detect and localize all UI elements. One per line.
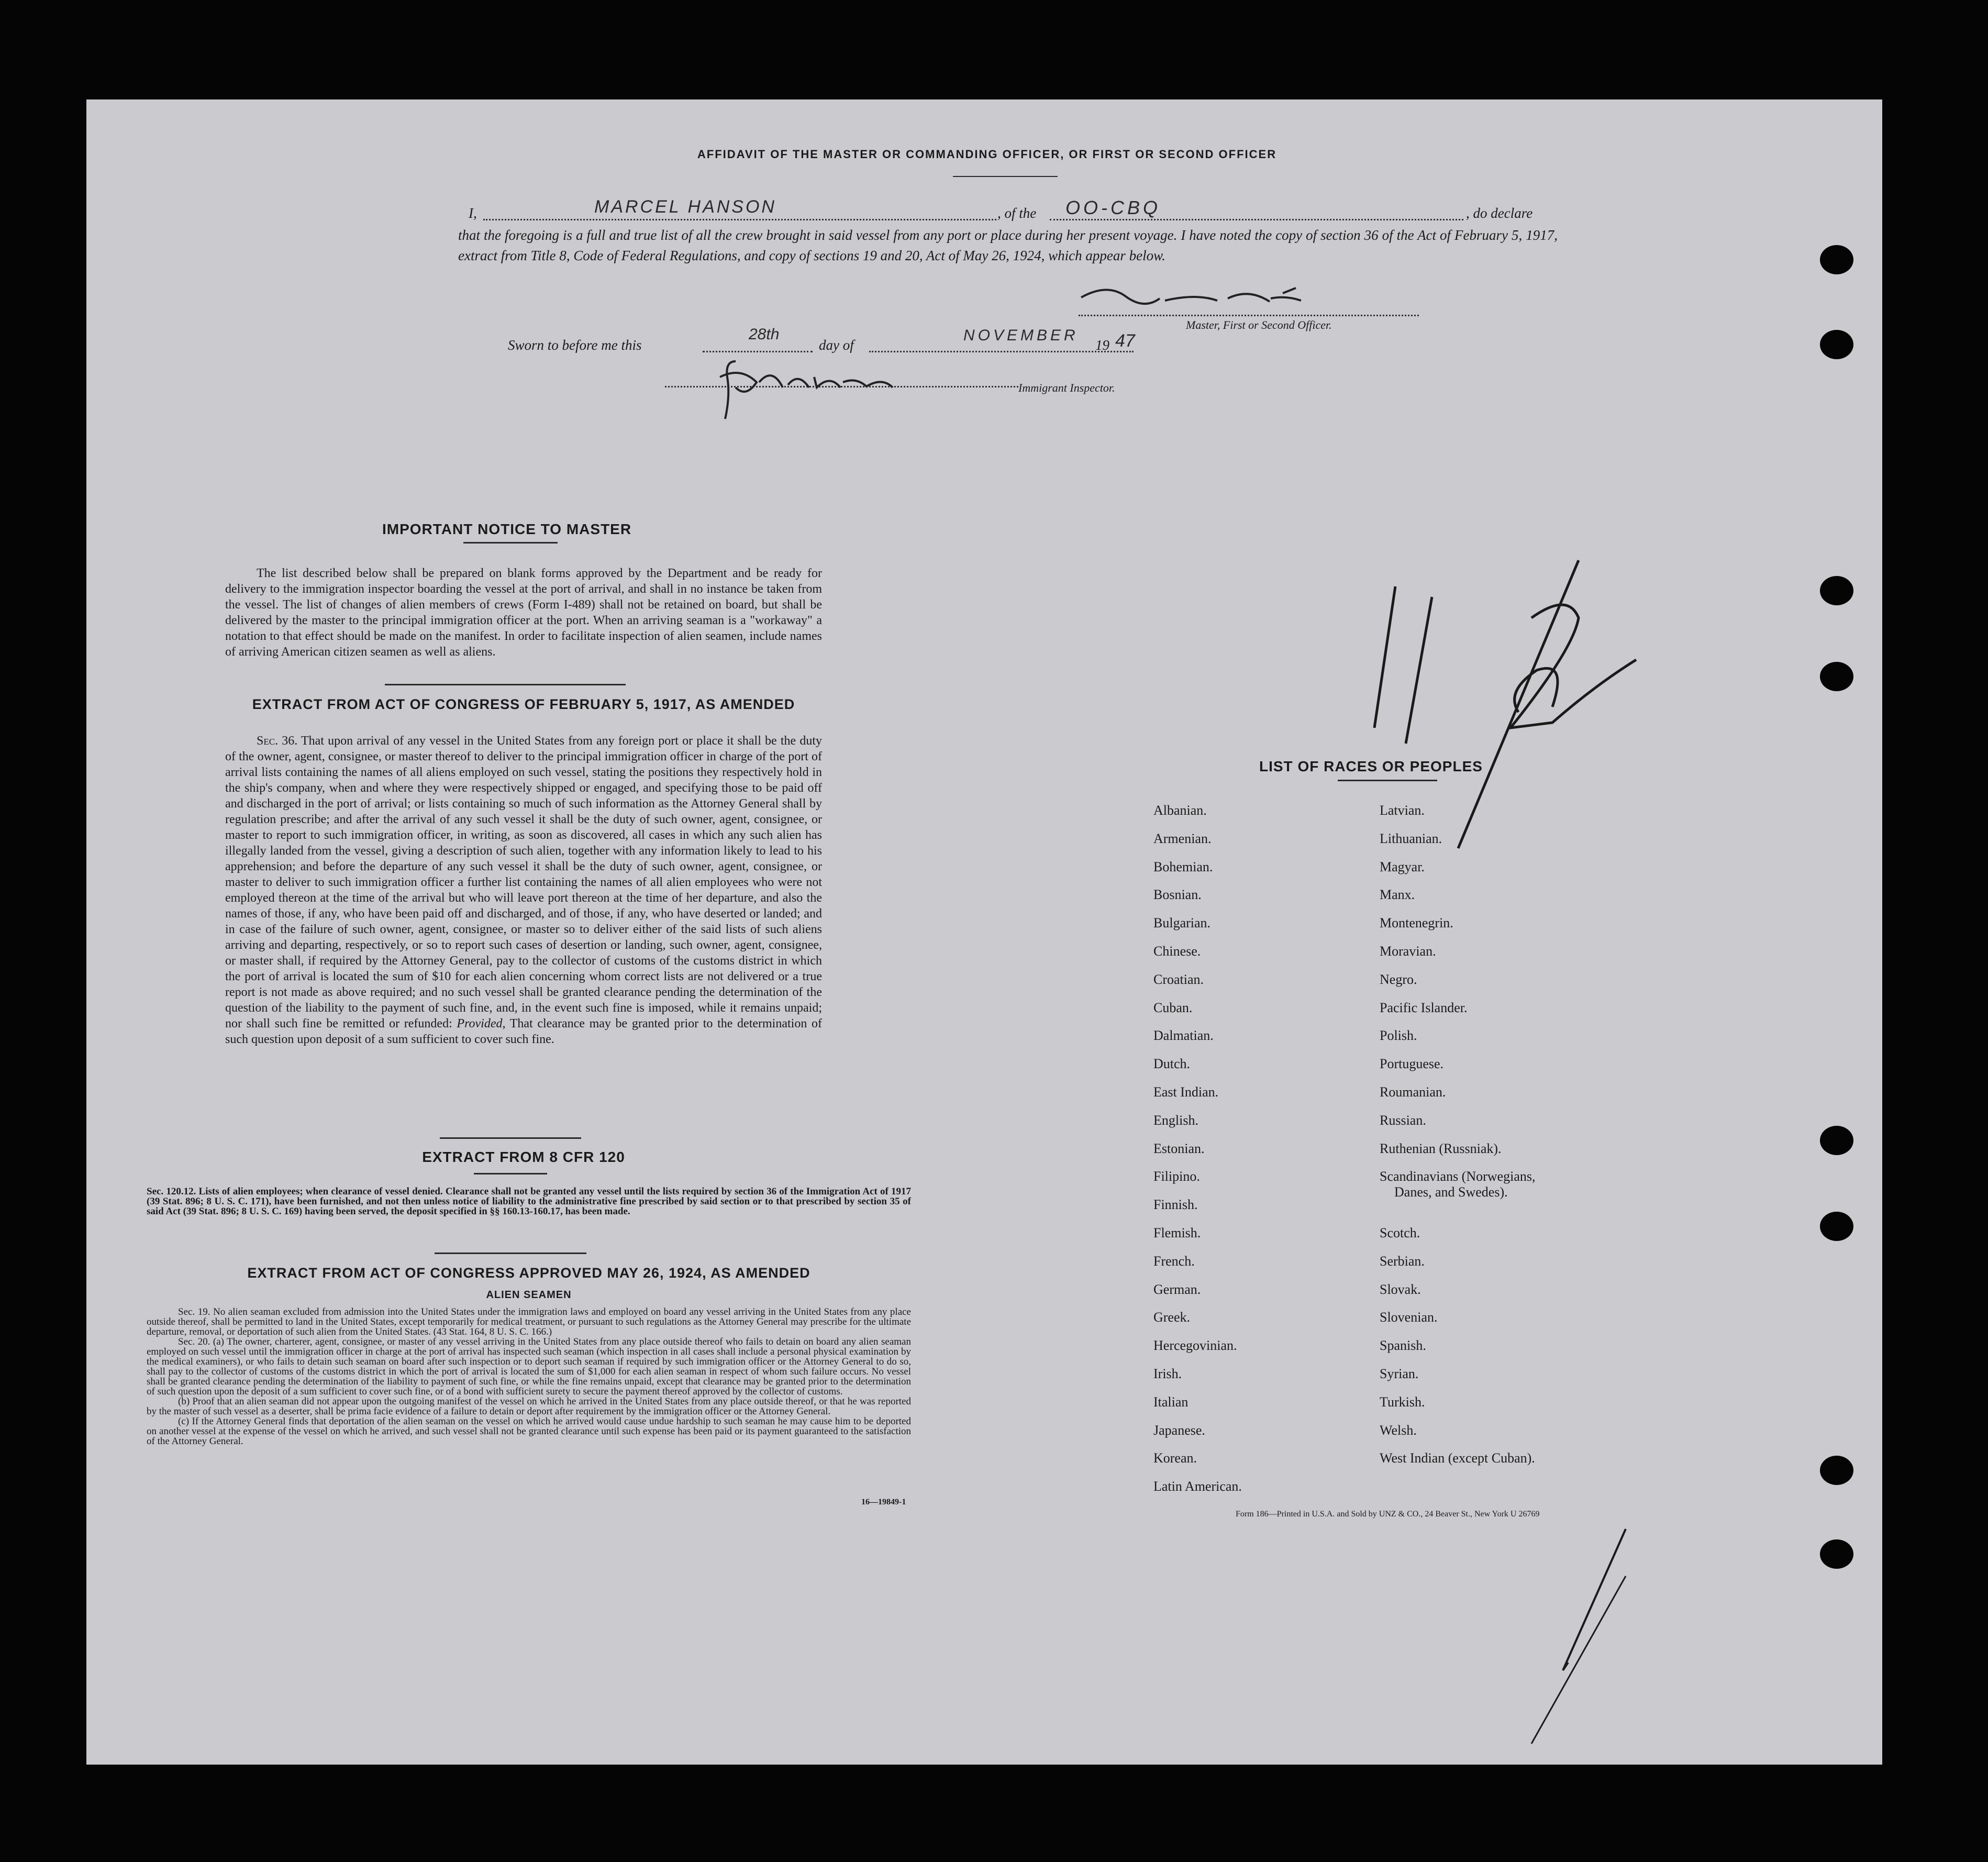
handwritten-date-annotation (1332, 555, 1689, 1749)
races-title: LIST OF RACES OR PEOPLES (1259, 758, 1483, 774)
race-item: Hercegovinian. (1153, 1338, 1237, 1354)
punch-hole (1820, 576, 1853, 605)
race-item: Negro. (1380, 971, 1417, 987)
race-item: Syrian. (1380, 1366, 1419, 1381)
race-item: Moravian. (1380, 943, 1436, 959)
race-item: Magyar. (1380, 859, 1425, 874)
master-signature (1076, 278, 1317, 314)
master-name: MARCEL HANSON (594, 197, 776, 217)
race-item: Montenegrin. (1380, 915, 1453, 931)
affidavit-title: AFFIDAVIT OF THE MASTER OR COMMANDING OFFICER, OR FIRST OR SECOND OFFICER (697, 148, 1277, 161)
race-item: Latin American. (1153, 1479, 1242, 1494)
race-item: Croatian. (1153, 971, 1204, 987)
punch-hole (1820, 330, 1853, 359)
race-item: German. (1153, 1281, 1201, 1297)
race-item: Lithuanian. (1380, 830, 1442, 846)
race-item: Spanish. (1380, 1338, 1426, 1354)
race-item: Korean. (1153, 1450, 1197, 1466)
sworn-day: 28th (749, 326, 780, 343)
date-mark-text (1448, 675, 1449, 676)
race-item: Japanese. (1153, 1422, 1205, 1438)
extract-1924-title: EXTRACT FROM ACT OF CONGRESS APPROVED MAY 26, 1924, AS AMENDED (247, 1265, 810, 1281)
extract-1924-body (147, 1307, 911, 1446)
race-item-scandinavians: Scandinavians (Norwegians, (1380, 1169, 1536, 1184)
race-item: Slovenian. (1380, 1310, 1438, 1325)
notice-body: The list described below shall be prepared on blank forms approved by the Department and be ready for delivery to the immigration inspector boarding the vessel at the port of arrival, and shall in no instance be taken from the vessel. The list of changes of alien members of crews (Form I-489) shall not be retained on board, but shall be delivered by the master to the principal immigration officer at the port. When an arriving seaman is a "workaway" a notation to that effect should be made on the manifest. In order to facilitate inspection of alien seamen, include names of arriving American citizen seamen as well as aliens. (225, 567, 822, 659)
race-item: Latvian. (1380, 803, 1425, 818)
year-prefix: 19 (1095, 337, 1109, 353)
race-item: Scotch. (1380, 1225, 1420, 1240)
extract-cfr-body: Sec. 120.12. Lists of alien employees; when clearance of vessel denied. Clearance shall not be granted any vessel until the lists required by section 36 of the Immigration Act of 1917 (39 Stat. 896; 8 U. S. C. 171), have been furnished, and not then unless notice of liability to the administrative fine prescribed by said section or to that prescribed by section 35 of said Act (39 Stat. 896; 8 U. S. C. 169) having been served, the deposit specified in §§ 160.13-160.17, has been made. (147, 1186, 911, 1217)
punch-hole (1820, 1539, 1853, 1569)
race-item: Greek. (1153, 1310, 1191, 1325)
punch-hole (1820, 245, 1853, 274)
race-item: Turkish. (1380, 1394, 1425, 1410)
affidavit-declaration-line (469, 197, 1555, 225)
race-item: Irish. (1153, 1366, 1182, 1381)
race-item: Estonian. (1153, 1140, 1205, 1156)
race-item: Pacific Islander. (1380, 1000, 1468, 1015)
race-item: Welsh. (1380, 1422, 1417, 1438)
race-item: Bosnian. (1153, 887, 1202, 903)
race-item: Bohemian. (1153, 859, 1213, 874)
extract-1917-body (225, 733, 822, 1047)
declare-label: , do declare (1466, 205, 1533, 221)
alien-seamen-subtitle: ALIEN SEAMEN (486, 1289, 572, 1301)
race-item: Dalmatian. (1153, 1028, 1214, 1044)
extract-cfr-title: EXTRACT FROM 8 CFR 120 (422, 1149, 625, 1165)
sec-20a: Sec. 20. (a) The owner, charterer, agent, consignee, or master of any vessel arriving in the United States from any place outside thereof who fails to detain on board any alien seaman employed on such vessel until the immigration officer in charge at the port of arrival has inspected such seaman (which inspection in all cases shall include a personal physical examination by the medical examiners), or who fails to detain such seaman on board after such inspection or to deport such seaman if required by such immigration officer or the Attorney General to do so, shall pay to the collector of customs of the customs district in which the port of arrival is located the sum of $1,000 for each alien seaman in respect of whom such failure occurs. No vessel shall be granted clearance pending the determination of the liability to payment of such fine, or while the fine remains unpaid, except that clearance may be granted prior to the determination of such question upon the deposit of a sum sufficient to cover such fine, or of a bond with sufficient surety to secure the payment thereof approved by the collector of customs. (147, 1336, 911, 1397)
race-item: English. (1153, 1112, 1198, 1128)
document-page (86, 99, 1882, 1765)
race-item: East Indian. (1153, 1084, 1219, 1100)
sworn-month: NOVEMBER (963, 327, 1079, 344)
race-item: Albanian. (1153, 803, 1207, 818)
race-item: Ruthenian (Russniak). (1380, 1140, 1502, 1156)
punch-hole (1820, 1126, 1853, 1155)
race-item: Flemish. (1153, 1225, 1201, 1240)
race-item: Cuban. (1153, 1000, 1193, 1015)
race-item: Polish. (1380, 1028, 1417, 1044)
day-of-label: day of (819, 337, 854, 353)
race-item: Armenian. (1153, 830, 1212, 846)
sec-36-label: Sec. 36. (257, 734, 298, 748)
affidavit-body: that the foregoing is a full and true list of all the crew brought in said vessel from any port or place during her present voyage. I have noted the copy of section 36 of the Act of February 5, 1917, extract from Title 8, Code of Federal Regulations, and copy of sections 19 and 20, Act of May 26, 1924, which appear below. (458, 227, 1558, 263)
race-item: Roumanian. (1380, 1084, 1446, 1100)
year-suffix: 47 (1115, 331, 1135, 351)
race-item: Dutch. (1153, 1056, 1191, 1072)
extract-1917-title: EXTRACT FROM ACT OF CONGRESS OF FEBRUARY 5, 1917, AS AMENDED (252, 696, 795, 712)
of-the-label: , of the (997, 205, 1037, 221)
signature-caption: Master, First or Second Officer. (1186, 318, 1332, 331)
race-item: Filipino. (1153, 1169, 1200, 1184)
race-item-continuation: Danes, and Swedes). (1394, 1184, 1508, 1200)
inspector-signature (709, 346, 908, 429)
races-left-column (1153, 803, 1242, 1507)
race-item: Manx. (1380, 887, 1415, 903)
form-footer: Form 186—Printed in U.S.A. and Sold by UNZ & CO., 24 Beaver St., New York U 26769 (1236, 1510, 1540, 1519)
punch-hole (1820, 1456, 1853, 1485)
race-item: Russian. (1380, 1112, 1426, 1128)
vessel-name: OO-CBQ (1065, 197, 1161, 218)
form-code: 16—19849-1 (861, 1498, 906, 1506)
sworn-label: Sworn to before me this (508, 337, 642, 353)
race-item: Italian (1153, 1394, 1189, 1410)
provided-text: That clearance may be granted prior to the determination of such question upon deposit of a sum sufficient to cover such fine. (225, 1017, 822, 1046)
sec-36-text: That upon arrival of any vessel in the United States from any foreign port or place it shall be the duty of the owner, agent, consignee, or master thereof to deliver to the principal immigration officer in charge of the port of arrival lists containing the names of all aliens employed on such vessel, stating the positions they respectively hold in the ship's company, when and where they were respectively shipped or engaged, and specifying those to be paid off and discharged in the port of arrival; or lists containing so much of such information as the Attorney General shall by regulation prescribe; and after the arrival of any such vessel it shall be the duty of such owner, agent, consignee, or master to report to such immigration officer, in writing, as soon as discovered, all cases in which any such alien has illegally landed from the vessel, giving a description of such alien, together with any information likely to lead to his apprehension; and before the departure of any such vessel it shall be the duty of such owner, agent, consignee, or master to deliver to such immigration officer a further list containing the names of all alien employees who were not employed thereon at the time of the arrival but who will leave port thereon at the time of her departure, and also the names of those, if any, who have been paid off and discharged, and of those, if any, who have deserted or landed; and in case of the failure of such owner, agent, consignee, or master so to deliver either of the said lists of such aliens arriving and departing, respectively, or so to report such cases of desertion or landing, such owner, agent, consignee, or master shall, if required by the Attorney General, pay to the collector of customs of the customs district in which the port of arrival is located the sum of $10 for each alien concerning whom correct lists are not delivered or a true report is not made as above required; and no such vessel shall be granted clearance pending the determination of the question of the liability to the payment of such fine, and, in the event such fine is imposed, while it remains unpaid; nor shall such fine be remitted or refunded: (225, 734, 822, 1030)
race-item: Finnish. (1153, 1197, 1198, 1213)
race-item: Serbian. (1380, 1253, 1425, 1269)
race-item: Bulgarian. (1153, 915, 1211, 931)
inspector-caption: Immigrant Inspector. (1018, 381, 1115, 394)
sec-20b: (b) Proof that an alien seaman did not appear upon the outgoing manifest of the vessel on which he arrived in the United States from any place outside thereof, or that he was reported by the master of such vessel as a deserter, shall be prima facie evidence of a failure to detain or deport after requirement by the immigration officer or the Attorney General. (147, 1396, 911, 1417)
race-item: Chinese. (1153, 943, 1201, 959)
i-label: I, (469, 205, 477, 221)
provided-label: Provided, (457, 1017, 506, 1030)
punch-hole (1820, 662, 1853, 691)
sec-19: Sec. 19. No alien seaman excluded from admission into the United States under the immigration laws and employed on board any vessel arriving in the United States from any place outside thereof, shall be permitted to land in the United States, except temporarily for medical treatment, or pursuant to such regulations as the Attorney General may prescribe for the ultimate departure, removal, or deportation of such alien from the United States. (43 Stat. 164, 8 U. S. C. 166.) (147, 1306, 911, 1337)
race-item: French. (1153, 1253, 1195, 1269)
race-item: Portuguese. (1380, 1056, 1444, 1072)
race-item: West Indian (except Cuban). (1380, 1450, 1535, 1466)
notice-title: IMPORTANT NOTICE TO MASTER (382, 521, 632, 537)
punch-hole (1820, 1212, 1853, 1241)
sec-20c: (c) If the Attorney General finds that deportation of the alien seaman on the vessel on which he arrived would cause undue hardship to such seaman he may cause him to be deported on another vessel at the expense of the vessel on which he arrived, and such vessel shall not be granted clearance until such expense has been paid or its payment guaranteed to the satisfaction of the Attorney General. (147, 1416, 911, 1447)
race-item: Slovak. (1380, 1281, 1421, 1297)
